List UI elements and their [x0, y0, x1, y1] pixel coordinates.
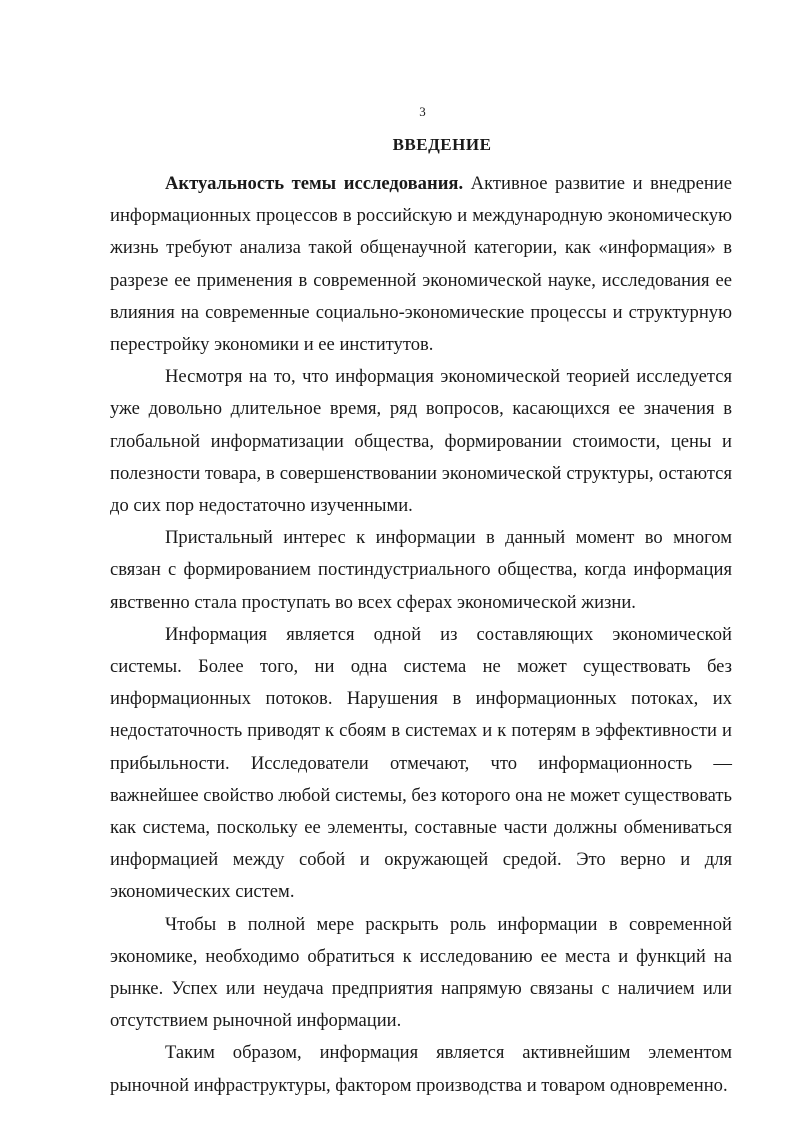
paragraph: Чтобы в полной мере раскрыть роль информации в современной экономике, необходимо обратиться к исследованию ее места и функций на рынке. Успех или неудача предприятия напрямую связаны с наличием или отсутствием рыночной информации. — [110, 913, 732, 1032]
section-title: ВВЕДЕНИЕ — [392, 135, 492, 154]
paragraph: Информация является одной из составляющих экономической системы. Более того, ни одна система не может существовать без информационных потоков. Нарушения в информационных потоках, их недостаточность приводят к сбоям в системах и к потерям в эффективности и прибыльности. Исследователи отмечают, что информационность — важнейшее свойство любой системы, без которого она не может существовать как система, поскольку ее элементы, составные части должны обмениваться информацией между собой и окружающей средой. Это верно и для экономических систем. — [110, 623, 732, 903]
paragraph: Таким образом, информация является активнейшим элементом рыночной инфраструктуры, фактором производства и товаром одновременно. — [110, 1042, 732, 1096]
body-text — [110, 168, 732, 1102]
paragraph-text: Активное развитие и внедрение информационных процессов в российскую и международную экономическую жизнь требуют анализа такой общенаучной категории, как «информация» в разрезе ее применения в современной экономической науке, исследования ее влияния на современные социально-экономические процессы и структурную перестройку экономики и ее институтов. — [110, 173, 732, 356]
paragraph: Пристальный интерес к информации в данный момент во многом связан с формированием постиндустриального общества, когда информация явственно стала проступать во всех сферах экономической жизни. — [110, 527, 732, 613]
page-number: 3 — [419, 104, 426, 119]
paragraph — [110, 168, 732, 361]
paragraph-lead: Актуальность темы исследования. — [165, 173, 464, 194]
paragraph: Несмотря на то, что информация экономической теорией исследуется уже довольно длительное время, ряд вопросов, касающихся ее значения в глобальной информатизации общества, формировании стоимости, цены и полезности товара, в совершенствовании экономической структуры, остаются до сих пор недостаточно изученными. — [110, 366, 732, 517]
